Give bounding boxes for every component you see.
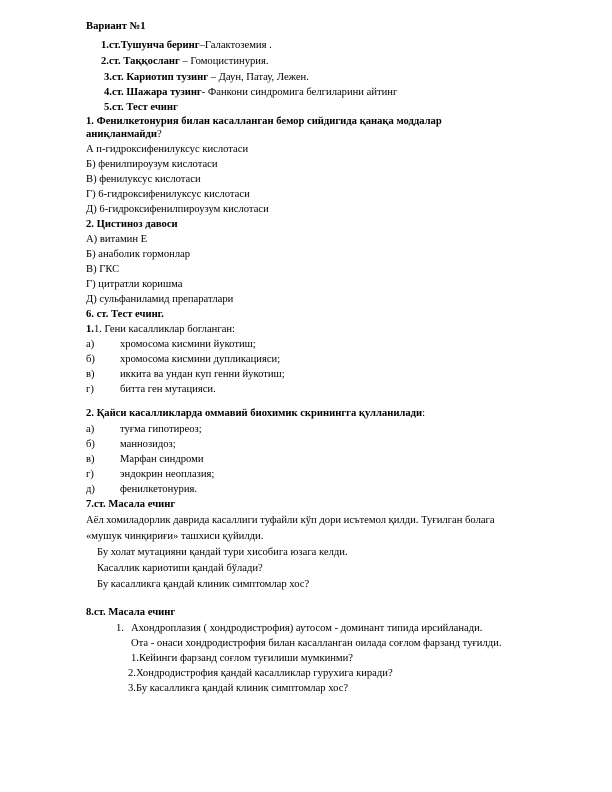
- question-1-line1: 1. Фенилкетонурия билан касалланган бемор сийдигида қанақа моддалар: [86, 116, 442, 127]
- item-text: фенилкетонурия.: [120, 484, 198, 495]
- task-7-question: Бу касалликга қандай клиник симптомлар хос?: [97, 579, 310, 590]
- task-heading: 5.ст. Тест ечинг: [104, 102, 178, 113]
- option-g: Г) 6-гидроксифенилуксус кислотаси: [86, 189, 250, 200]
- task-6-question-2: 2. Қайси касалликларда оммавий биохимик скринингга қулланилади:: [86, 408, 426, 419]
- item-text: битта ген мутацияси.: [120, 384, 216, 395]
- item-label: в): [86, 454, 95, 465]
- task-8-question: 2.Хондродистрофия қандай касалликлар гурухига киради?: [128, 668, 393, 679]
- item-text: хромосома кисмини дупликацияси;: [120, 354, 281, 365]
- task-heading: 4.ст. Шажара тузинг: [104, 87, 202, 98]
- task-7-question: Касаллик кариотипи қандай бўлади?: [97, 563, 263, 574]
- task-8-line2: Ота - онаси хондродистрофия билан касалланган оилада соғлом фарзанд туғилди.: [131, 638, 502, 649]
- task-heading: 1.ст.Тушунча беринг: [101, 40, 200, 51]
- option-v: В) фенилуксус кислотаси: [86, 174, 201, 185]
- question-2-title: 2. Цистиноз давоси: [86, 219, 178, 230]
- option-v: В) ГКС: [86, 264, 120, 275]
- task-text: – Гомоцистинурия.: [179, 56, 269, 67]
- task-6-question-1: 1.1. Гени касалликлар богланган:: [86, 324, 236, 335]
- task-text: –Галактоземия .: [199, 40, 272, 51]
- item-text: эндокрин неоплазия;: [120, 469, 215, 480]
- option-d: Д) 6-гидроксифенилпироузум кислотаси: [86, 204, 269, 215]
- item-label: б): [86, 439, 95, 450]
- task-8-line1: Ахондроплазия ( хондродистрофия) аутосом - доминант типида ирсийланади.: [131, 623, 483, 634]
- task-6-title: 6. ст. Тест ечинг.: [86, 309, 164, 320]
- option-g: Г) цитратли коришма: [86, 279, 183, 290]
- task-8-question: 3.Бу касалликга қандай клиник симптомлар хос?: [128, 683, 349, 694]
- task-1: [101, 39, 272, 52]
- item-label: д): [86, 484, 95, 495]
- task-7-question: Бу холат мутацияни қандай тури хисобига юзага келди.: [97, 547, 348, 558]
- question-1-line2: аниқланмайди?: [86, 129, 162, 140]
- task-text: – Даун, Патау, Лежен.: [208, 72, 309, 83]
- task-3: [104, 71, 309, 84]
- task-8-question: 1.Кейинги фарзанд соғлом туғилиши мумкинми?: [131, 653, 354, 664]
- task-8-item-number: 1.: [116, 623, 124, 634]
- item-label: а): [86, 339, 95, 350]
- item-text: маннозидоз;: [120, 439, 176, 450]
- item-label: в): [86, 369, 95, 380]
- option-b: Б) фенилпироузум кислотаси: [86, 159, 218, 170]
- task-heading: 2.ст. Таққосланг: [101, 56, 180, 67]
- item-text: Марфан синдроми: [120, 454, 204, 465]
- item-label: б): [86, 354, 95, 365]
- task-2: [101, 55, 269, 68]
- item-label: а): [86, 424, 95, 435]
- task-heading: 3.ст. Кариотип тузинг: [104, 72, 209, 83]
- item-text: иккита ва ундан куп генни йукотиш;: [120, 369, 285, 380]
- task-text: - Фанкони синдромига белгиларини айтинг: [201, 87, 398, 98]
- option-d: Д) сульфаниламид препаратлари: [86, 294, 234, 305]
- task-8-title: 8.ст. Масала ечинг: [86, 607, 176, 618]
- item-label: г): [86, 384, 94, 395]
- option-a: А) витамин Е: [86, 234, 148, 245]
- task-4: [104, 86, 397, 99]
- task-5: [104, 101, 178, 114]
- variant-title: Вариант №1: [86, 21, 146, 32]
- option-b: Б) анаболик гормонлар: [86, 249, 191, 260]
- item-text: хромосома кисмини йукотиш;: [120, 339, 256, 350]
- task-7-paragraph-line2: «мушук чинқириғи» ташхиси қуйилди.: [86, 531, 264, 542]
- item-text: туғма гипотиреоз;: [120, 424, 202, 435]
- item-label: г): [86, 469, 94, 480]
- task-7-paragraph-line1: Аёл хомиладорлик даврида касаллиги туфайли кўп дори исътемол қилди. Туғилган болага: [86, 515, 495, 526]
- task-7-title: 7.ст. Масала ечинг: [86, 499, 176, 510]
- option-a: А п-гидроксифенилуксус кислотаси: [86, 144, 249, 155]
